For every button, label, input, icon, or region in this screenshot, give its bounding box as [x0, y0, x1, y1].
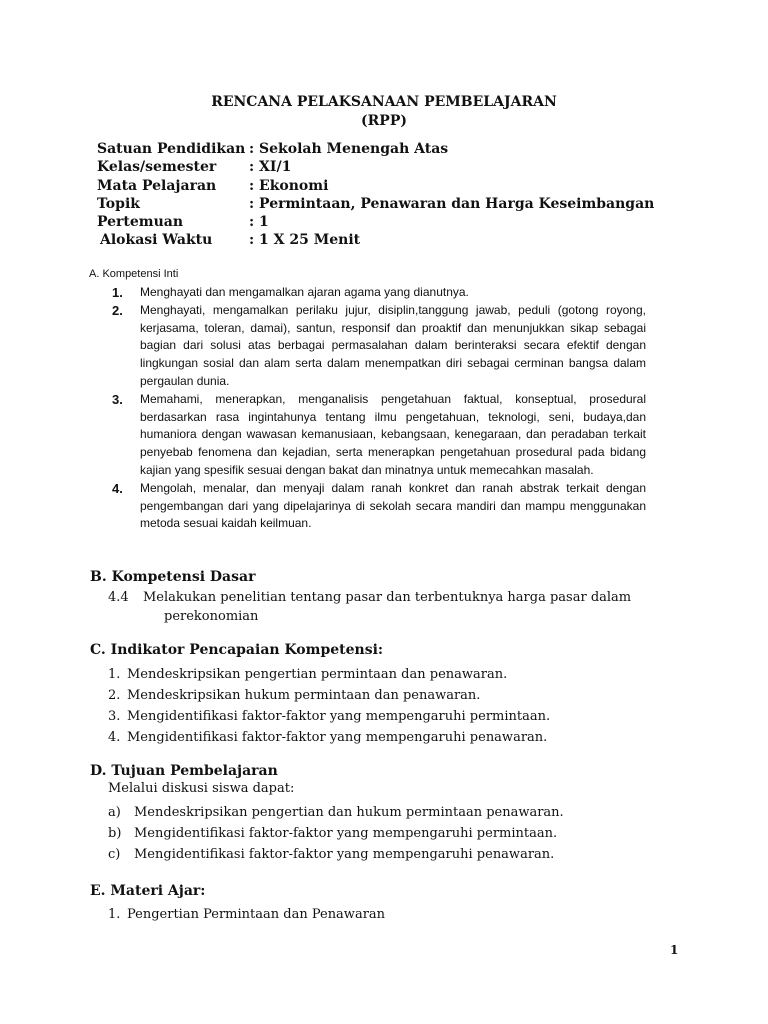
list-item: [108, 844, 564, 865]
identity-value: : XI/1: [249, 159, 292, 176]
document-subtitle: (RPP): [361, 113, 407, 129]
identity-row: [97, 213, 654, 231]
section-b-heading: B. Kompetensi Dasar: [90, 569, 256, 585]
list-item-number: 4.: [108, 730, 121, 745]
identity-row: [97, 140, 654, 158]
list-item-number: c): [108, 847, 121, 862]
list-item-text: Memahami, menerapkan, menganalisis pengetahuan faktual, konseptual, prosedural berdasarkan rasa ingintahunya tentang ilmu pengetahuan, teknologi, seni, budaya,dan humaniora dengan wawasan kemanusiaan, kebangsaan, kenegaraan, dan peradaban terkait penyebab fenomena dan kejadian, serta menerapkan pengetahuan prosedural pada bidang kajian yang spesifik sesuai dengan bakat dan minatnya untuk memecahkan masalah.: [140, 391, 646, 477]
list-item-number: 1.: [112, 285, 123, 300]
section-a-heading: A. Kompetensi Inti: [89, 268, 179, 280]
section-c-heading: C. Indikator Pencapaian Kompetensi:: [90, 642, 384, 658]
list-item-number: 4.: [112, 480, 123, 496]
kd-number: 4.4: [108, 590, 129, 605]
section-d-heading: D. Tujuan Pembelajaran: [90, 763, 278, 779]
list-item-text: Mendeskripsikan pengertian permintaan dan penawaran.: [127, 667, 508, 682]
document-title: RENCANA PELAKSANAAN PEMBELAJARAN: [211, 94, 557, 110]
list-item: [108, 823, 564, 844]
list-item-text: Mengolah, menalar, dan menyaji dalam ranah konkret dan ranah abstrak terkait dengan pengembangan dari yang dipelajarinya di sekolah secara mandiri dan mampu menggunakan metoda sesuai kaidah keilmuan.: [140, 480, 646, 531]
identity-value: : Sekolah Menengah Atas: [249, 141, 449, 157]
list-item-text: Mendeskripsikan hukum permintaan dan penawaran.: [127, 688, 481, 703]
list-item: [108, 664, 550, 685]
identity-value: : 1: [249, 214, 269, 231]
kompetensi-inti-list: [112, 284, 646, 533]
identity-label: Topik: [97, 195, 140, 212]
identity-row: [97, 195, 654, 213]
list-item-number: 1.: [108, 667, 121, 682]
identity-row: [97, 177, 654, 195]
materi-list: [108, 904, 385, 925]
kd-text: [143, 588, 663, 626]
section-d-intro: Melalui diskusi siswa dapat:: [108, 781, 295, 796]
kompetensi-dasar: [108, 588, 663, 626]
kd-text-line: perekonomian: [164, 609, 259, 624]
list-item-text: Menghayati dan mengamalkan ajaran agama yang dianutnya.: [140, 285, 469, 299]
identity-label: Mata Pelajaran: [97, 177, 217, 194]
list-item: [112, 391, 646, 480]
list-item-text: Mendeskripsikan pengertian dan hukum permintaan penawaran.: [134, 805, 564, 820]
identity-row: [97, 158, 654, 176]
list-item-number: 3.: [112, 391, 123, 407]
list-item-text: Mengidentifikasi faktor-faktor yang mempengaruhi permintaan.: [127, 709, 551, 724]
identity-label: Kelas/semester: [97, 159, 217, 176]
list-item-number: b): [108, 826, 122, 841]
tujuan-list: [108, 802, 564, 865]
identity-value: : Permintaan, Penawaran dan Harga Keseimbangan: [249, 195, 655, 212]
identity-value: : 1 X 25 Menit: [249, 232, 361, 249]
list-item: [112, 480, 646, 533]
kd-item: [108, 588, 663, 626]
list-item: [112, 302, 646, 391]
indikator-list: [108, 664, 550, 748]
list-item-text: Menghayati, mengamalkan perilaku jujur, disiplin,tanggung jawab, peduli (gotong royong, kerjasama, toleran, damai), santun, responsif dan proaktif dan menunjukkan sikap sebagai bagian dari solusi atas berbagai permasalahan dalam berinteraksi secara efektif dengan lingkungan sosial dan alam serta dalam menempatkan diri sebagai cerminan bangsa dalam pergaulan dunia.: [140, 302, 646, 388]
list-item: [108, 904, 385, 925]
section-e-heading: E. Materi Ajar:: [90, 883, 206, 899]
list-item-number: 3.: [108, 709, 121, 724]
list-item-number: a): [108, 805, 121, 820]
list-item: [108, 727, 550, 748]
kd-text-line: Melakukan penelitian tentang pasar dan terbentuknya harga pasar dalam: [143, 590, 632, 605]
page-number: 1: [670, 943, 679, 957]
list-item-number: 1.: [108, 907, 121, 922]
list-item-number: 2.: [108, 688, 121, 703]
list-item-text: Mengidentifikasi faktor-faktor yang mempengaruhi penawaran.: [127, 730, 548, 745]
identity-table: [97, 140, 654, 250]
identity-label: Alokasi Waktu: [100, 232, 213, 249]
identity-row: [97, 231, 654, 249]
list-item-text: Pengertian Permintaan dan Penawaran: [127, 907, 386, 922]
list-item: [112, 284, 646, 302]
identity-value: : Ekonomi: [249, 177, 329, 194]
list-item: [108, 685, 550, 706]
list-item: [108, 706, 550, 727]
identity-label: Satuan Pendidikan: [97, 141, 246, 157]
list-item-number: 2.: [112, 302, 123, 318]
list-item-text: Mengidentifikasi faktor-faktor yang mempengaruhi penawaran.: [134, 847, 555, 862]
list-item: [108, 802, 564, 823]
list-item-text: Mengidentifikasi faktor-faktor yang mempengaruhi permintaan.: [134, 826, 558, 841]
identity-label: Pertemuan: [97, 214, 184, 231]
